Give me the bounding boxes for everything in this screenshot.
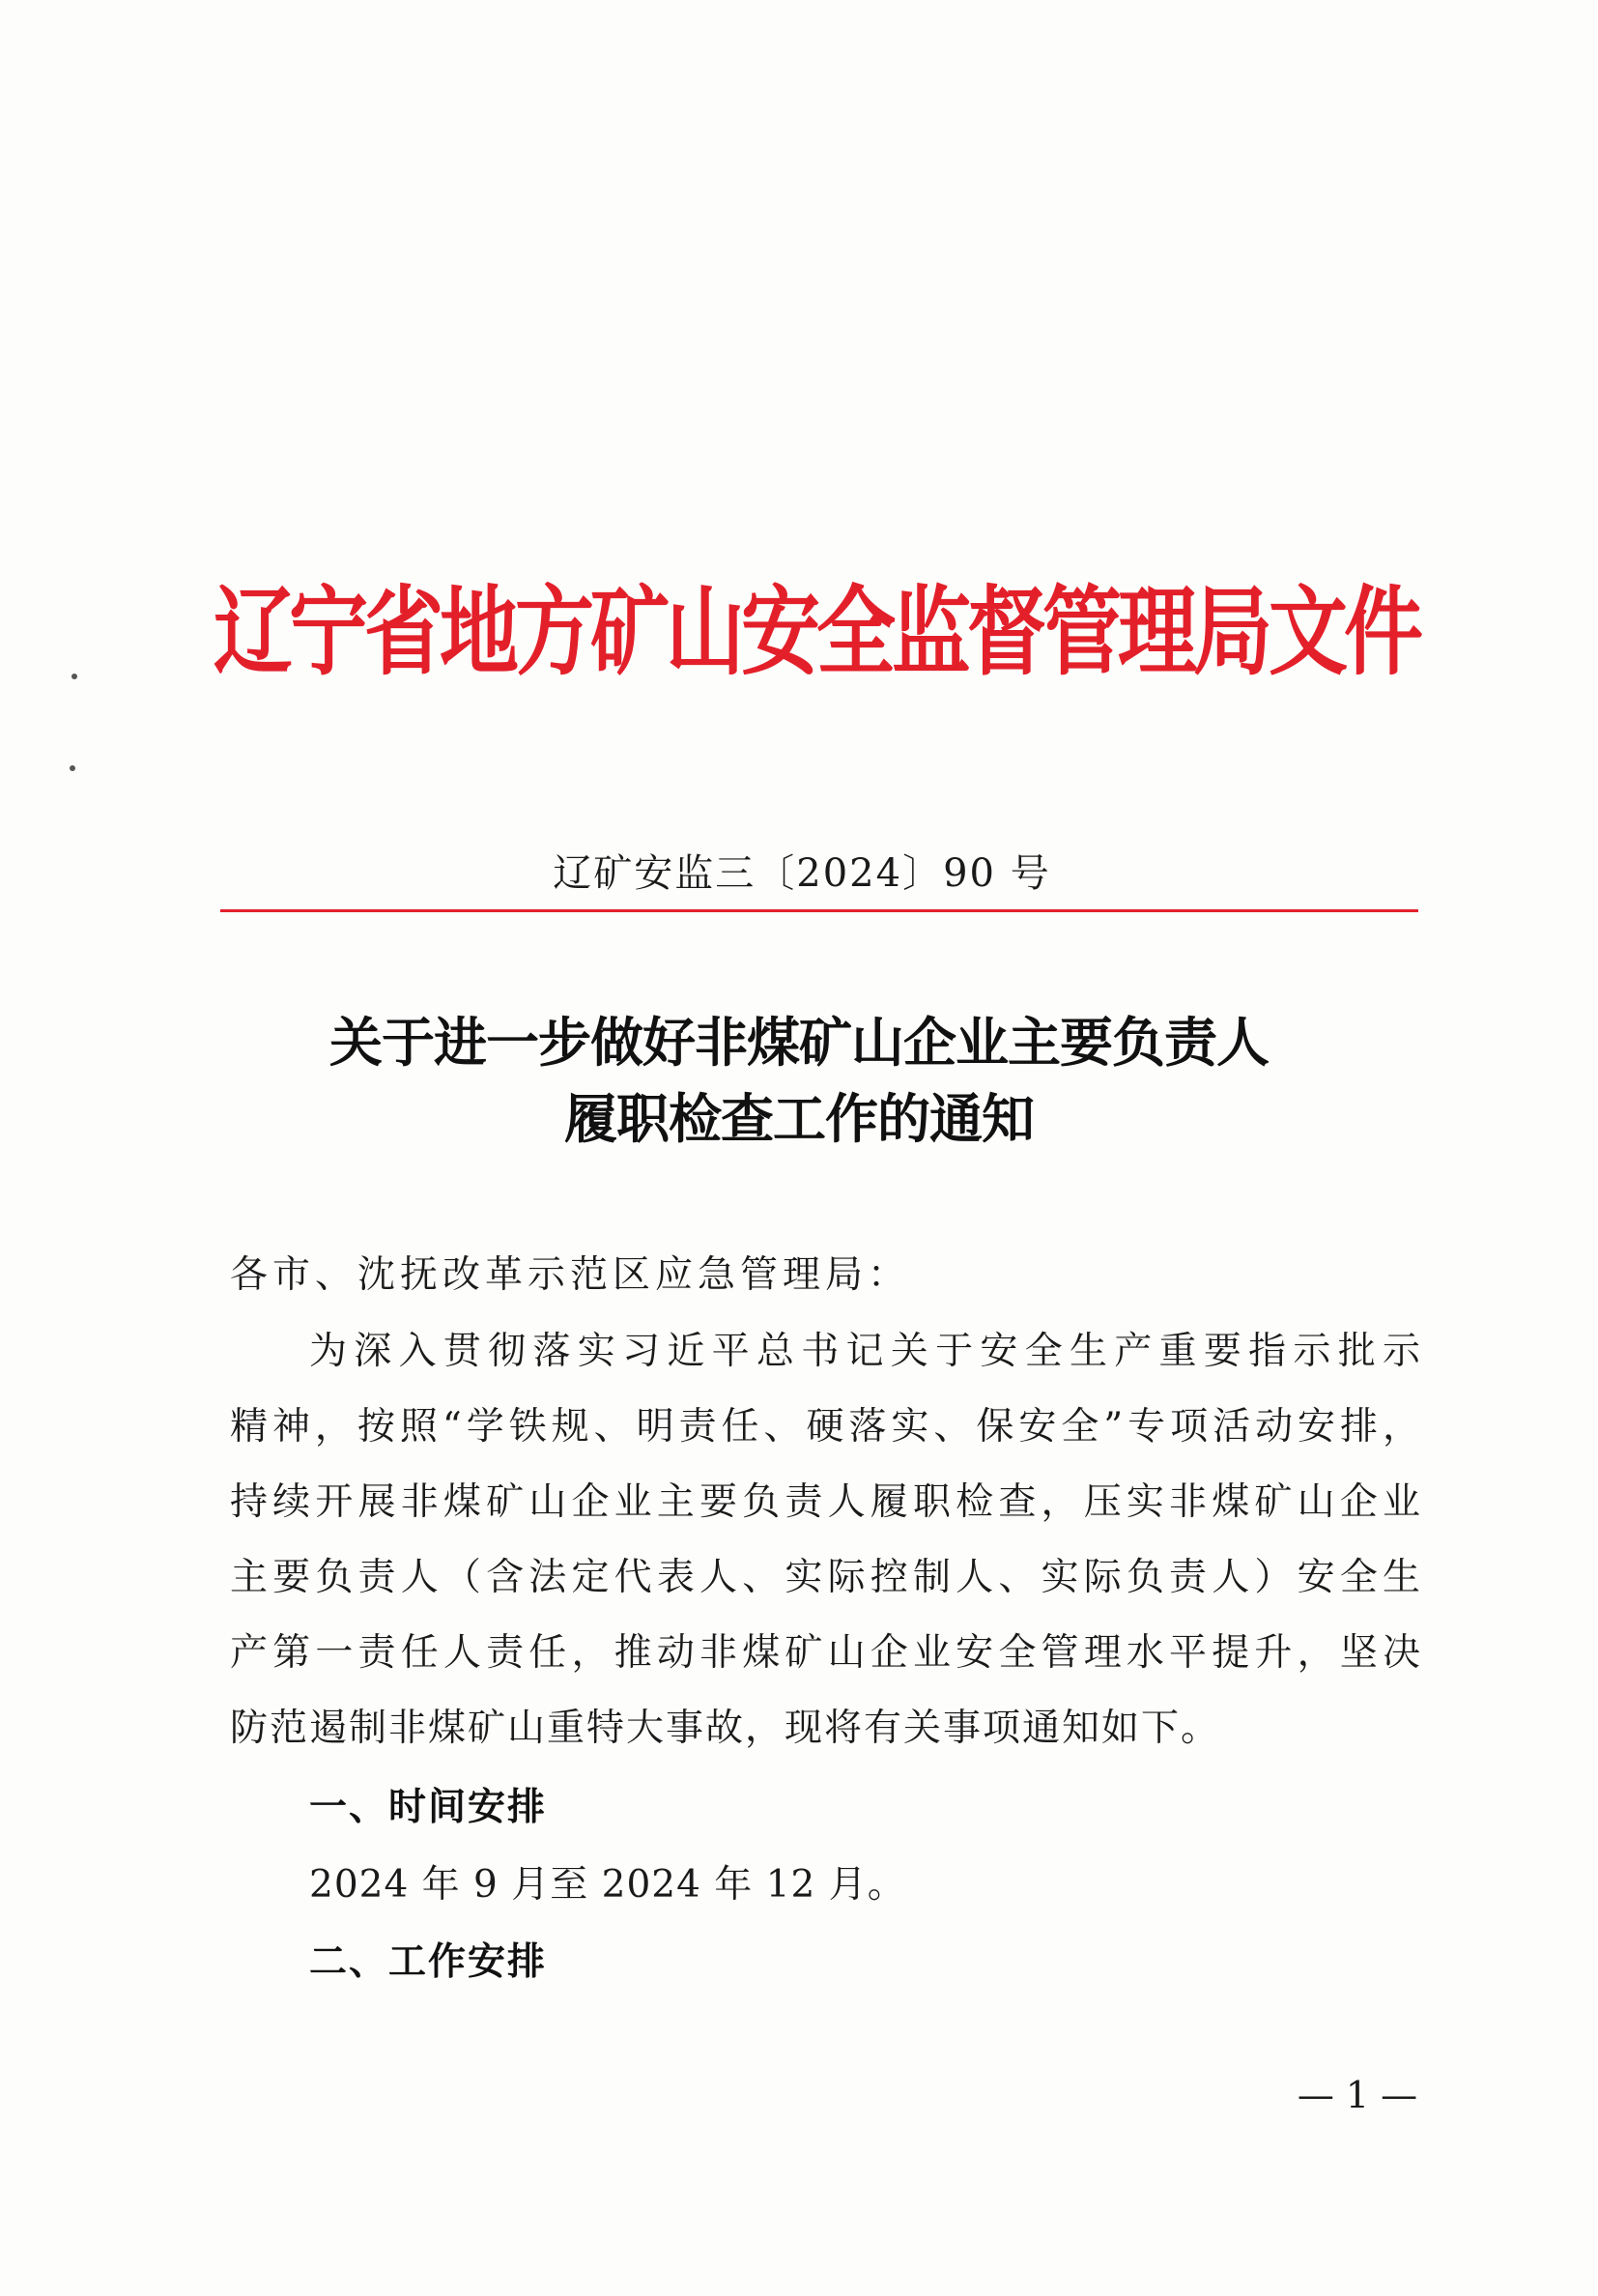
scan-speck <box>71 674 77 679</box>
document-number: 辽矿安监三〔2024〕90 号 <box>553 851 1051 896</box>
addressee: 各市、沈抚改革示范区应急管理局： <box>230 1253 911 1297</box>
document-title-line-1: 关于进一步做好非煤矿山企业主要负责人 <box>328 1012 1269 1074</box>
paragraph-line: 防范遏制非煤矿山重特大事故，现将有关事项通知如下。 <box>230 1707 1221 1750</box>
paragraph-line: 精神，按照“学铁规、明责任、硬落实、保安全”专项活动安排， <box>230 1405 1422 1449</box>
page-number: — 1 — <box>1297 2074 1418 2116</box>
schedule-text: 2024 年 9 月至 2024 年 12 月。 <box>309 1863 906 1907</box>
section-heading-work-arrangement: 二、工作安排 <box>309 1940 548 1984</box>
document-title-line-2: 履职检查工作的通知 <box>563 1088 1034 1150</box>
paragraph-line: 为深入贯彻落实习近平总书记关于安全生产重要指示批示 <box>309 1330 1422 1373</box>
paragraph-line: 产第一责任人责任，推动非煤矿山企业安全管理水平提升，坚决 <box>230 1631 1422 1675</box>
paragraph-line: 持续开展非煤矿山企业主要负责人履职检查，压实非煤矿山企业 <box>230 1480 1422 1524</box>
paragraph-line: 主要负责人（含法定代表人、实际控制人、实际负责人）安全生 <box>230 1556 1422 1599</box>
scan-speck <box>70 765 75 771</box>
red-separator-line <box>220 909 1418 912</box>
issuer-title: 辽宁省地方矿山安全监督管理局文件 <box>213 575 1419 689</box>
section-heading-schedule: 一、时间安排 <box>309 1786 548 1829</box>
